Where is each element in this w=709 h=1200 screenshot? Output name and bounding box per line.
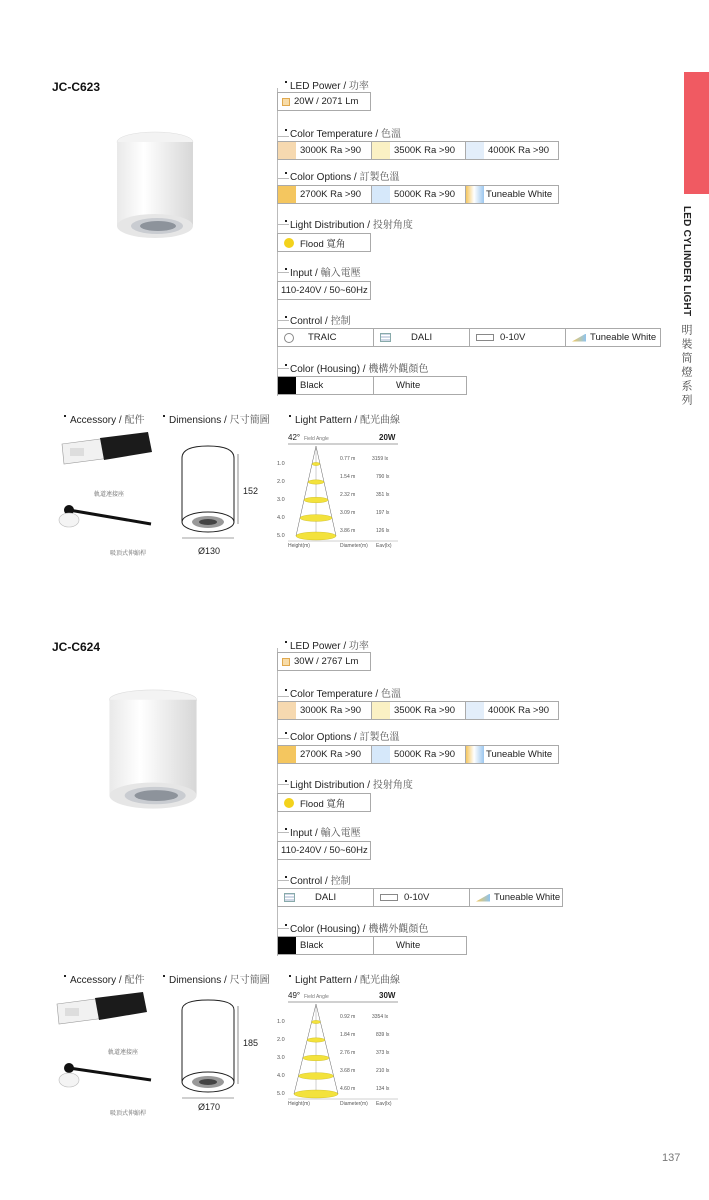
pendant-rod-image: [55, 1060, 155, 1092]
lp-lux-2: 790 lx: [376, 474, 390, 480]
lp-height-1: 1.0: [277, 461, 285, 467]
spec-tick: [277, 224, 289, 225]
color-option-5000k: 5000K Ra >90: [371, 745, 465, 764]
lp-eav-label: Eav(lx): [376, 1101, 392, 1106]
flood-beam-icon: [284, 238, 294, 248]
dimension-drawing: [176, 996, 259, 1104]
spec-heading-color-options: Color Options / 訂製色溫: [290, 728, 399, 743]
swatch-white: [374, 377, 392, 394]
lp-height-3: 3.0: [277, 497, 285, 503]
control-tuneable-white: Tuneable White: [469, 888, 563, 907]
lp-lux-3: 351 lx: [376, 492, 390, 498]
spec-heading-control: Control / 控制: [290, 312, 351, 327]
dali-panel-icon: [284, 893, 295, 902]
input-row: [277, 841, 371, 860]
spec-tick: [277, 272, 289, 273]
color-option-tuneable: Tuneable White: [465, 745, 559, 764]
color-options-row: [277, 745, 559, 764]
model-name: JC-C624: [52, 640, 101, 654]
housing-black: Black: [277, 376, 373, 395]
swatch-3000k: [278, 702, 296, 719]
lp-diameter-label: Diameter(m): [340, 1101, 368, 1106]
dali-panel-icon: [380, 333, 391, 342]
spec-tick: [277, 136, 289, 137]
spec-heading-input: Input / 輸入電壓: [290, 264, 361, 279]
lp-lux-4: 210 lx: [376, 1068, 390, 1074]
distribution-value: Flood 寬角: [277, 793, 371, 812]
spec-heading-led-power: LED Power / 功率: [290, 637, 369, 652]
control-row: [277, 328, 661, 347]
lp-height-1: 1.0: [277, 1019, 285, 1025]
lp-diameter-3: 2.32 m: [340, 492, 356, 498]
lp-lux-5: 126 lx: [376, 528, 390, 534]
page-number: 137: [662, 1152, 681, 1164]
color-temp-3000k: 3000K Ra >90: [277, 701, 371, 720]
swatch-black: [278, 937, 296, 954]
flood-beam-icon: [284, 798, 294, 808]
swatch-4000k: [466, 702, 484, 719]
led-power-row: [277, 92, 371, 111]
lp-diameter-4: 3.09 m: [340, 510, 356, 516]
control-dali: DALI: [277, 888, 373, 907]
input-value: 110-240V / 50~60Hz: [277, 281, 371, 300]
power-icon: [282, 98, 290, 106]
lp-field-angle-label: Field Angle: [304, 436, 329, 442]
sidebar-title-zh: 明裝筒燈系列: [680, 324, 692, 409]
color-temp-4000k: 4000K Ra >90: [465, 141, 559, 160]
swatch-5000k: [372, 186, 390, 203]
color-temp-3000k: 3000K Ra >90: [277, 141, 371, 160]
dimension-height: 152: [243, 486, 259, 496]
lp-lux-3: 373 lx: [376, 1050, 390, 1056]
control-tuneable-white: Tuneable White: [565, 328, 661, 347]
color-option-5000k: 5000K Ra >90: [371, 185, 465, 204]
signal-bars-icon: [572, 334, 586, 342]
spec-heading-control: Control / 控制: [290, 872, 351, 887]
product-photo-cylinder-light: [104, 686, 202, 818]
input-row: [277, 281, 371, 300]
swatch-black: [278, 377, 296, 394]
led-power-value: 20W / 2071 Lm: [277, 92, 371, 111]
swatch-tuneable: [466, 746, 484, 763]
color-option-2700k: 2700K Ra >90: [277, 745, 371, 764]
control-traic: TRAIC: [277, 328, 373, 347]
lp-diameter-label: Diameter(m): [340, 543, 368, 548]
spec-heading-input: Input / 輸入電壓: [290, 824, 361, 839]
color-temp-3500k: 3500K Ra >90: [371, 701, 465, 720]
lp-height-2: 2.0: [277, 1037, 285, 1043]
control-0-10v: 0-10V: [373, 888, 469, 907]
color-temp-4000k: 4000K Ra >90: [465, 701, 559, 720]
control-row: [277, 888, 563, 907]
lp-diameter-1: 0.92 m: [340, 1014, 356, 1020]
spec-heading-light-distribution: Light Distribution / 投射角度: [290, 776, 413, 791]
swatch-2700k: [278, 186, 296, 203]
color-temp-3500k: 3500K Ra >90: [371, 141, 465, 160]
housing-row: [277, 376, 467, 395]
power-icon: [282, 658, 290, 666]
light-distribution-row: [277, 233, 371, 252]
dimensions-heading: Dimensions / 尺寸簡圖: [169, 411, 270, 426]
dimensions-heading: Dimensions / 尺寸簡圖: [169, 971, 270, 986]
product-section-jc-c624: [0, 640, 709, 1200]
lp-height-label: Height(m): [288, 1101, 310, 1106]
dimension-height: 185: [243, 1038, 259, 1048]
light-pattern-heading: Light Pattern / 配光曲線: [295, 971, 400, 986]
lp-height-5: 5.0: [277, 533, 285, 539]
lp-diameter-5: 3.86 m: [340, 528, 356, 534]
control-dali: DALI: [373, 328, 469, 347]
accessory-heading: Accessory / 配件: [70, 411, 144, 426]
lp-lux-1: 3354 lx: [372, 1014, 389, 1020]
spec-heading-housing: Color (Housing) / 機構外觀顏色: [290, 360, 428, 375]
lp-diameter-2: 1.54 m: [340, 474, 356, 480]
track-adapter-image: [55, 990, 150, 1030]
spec-heading-light-distribution: Light Distribution / 投射角度: [290, 216, 413, 231]
spec-heading-color-temperature: Color Temperature / 色溫: [290, 685, 401, 700]
housing-black: Black: [277, 936, 373, 955]
color-temperature-row: [277, 701, 559, 720]
lp-lux-5: 134 lx: [376, 1086, 390, 1092]
dimmer-knob-icon: [284, 333, 294, 343]
swatch-4000k: [466, 142, 484, 159]
housing-row: [277, 936, 467, 955]
input-value: 110-240V / 50~60Hz: [277, 841, 371, 860]
lp-watt: 20W: [379, 433, 396, 442]
swatch-2700k: [278, 746, 296, 763]
model-name: JC-C623: [52, 80, 101, 94]
light-distribution-row: [277, 793, 371, 812]
swatch-tuneable: [466, 186, 484, 203]
slider-switch-icon: [380, 894, 398, 901]
housing-white: White: [373, 376, 467, 395]
lp-height-5: 5.0: [277, 1091, 285, 1097]
accessory-caption-track: 軌道連接座: [94, 492, 125, 498]
lp-diameter-4: 3.68 m: [340, 1068, 356, 1074]
control-0-10v: 0-10V: [469, 328, 565, 347]
product-section-jc-c623: [0, 80, 709, 640]
color-option-2700k: 2700K Ra >90: [277, 185, 371, 204]
spec-tick: [277, 178, 289, 179]
spec-tick: [277, 832, 289, 833]
color-options-row: [277, 185, 559, 204]
dimension-diameter: Ø170: [198, 1102, 221, 1112]
swatch-5000k: [372, 746, 390, 763]
pendant-rod-image: [55, 502, 155, 532]
swatch-3000k: [278, 142, 296, 159]
spec-heading-housing: Color (Housing) / 機構外觀顏色: [290, 920, 428, 935]
lp-height-3: 3.0: [277, 1055, 285, 1061]
spec-tick: [277, 696, 289, 697]
spec-heading-color-temperature: Color Temperature / 色溫: [290, 125, 401, 140]
spec-heading-led-power: LED Power / 功率: [290, 77, 369, 92]
dimension-diameter: Ø130: [198, 546, 221, 556]
lp-angle: 42°: [288, 433, 301, 442]
swatch-white: [374, 937, 392, 954]
lp-angle: 49°: [288, 991, 301, 1000]
led-power-value: 30W / 2767 Lm: [277, 652, 371, 671]
spec-tick: [277, 880, 289, 881]
color-temperature-row: [277, 141, 559, 160]
track-adapter-image: [60, 430, 155, 470]
accessory-caption-pendant: 吸頂式伸縮桿: [110, 551, 147, 557]
accessory-caption-pendant: 吸頂式伸縮桿: [110, 1111, 147, 1117]
lp-eav-label: Eav(lx): [376, 543, 392, 548]
lp-diameter-1: 0.77 m: [340, 456, 356, 462]
housing-white: White: [373, 936, 467, 955]
lp-height-2: 2.0: [277, 479, 285, 485]
accessory-heading: Accessory / 配件: [70, 971, 144, 986]
color-option-tuneable: Tuneable White: [465, 185, 559, 204]
product-photo-cylinder-light: [110, 128, 200, 248]
lp-height-label: Height(m): [288, 543, 310, 548]
lp-diameter-5: 4.60 m: [340, 1086, 356, 1092]
swatch-3500k: [372, 142, 390, 159]
spec-tick: [277, 928, 289, 929]
spec-tick: [277, 320, 289, 321]
swatch-3500k: [372, 702, 390, 719]
light-pattern-chart: [276, 990, 400, 1106]
sidebar-title-en: LED CYLINDER LIGHT: [681, 206, 692, 317]
lp-lux-1: 3159 lx: [372, 456, 389, 462]
lp-lux-2: 839 lx: [376, 1032, 390, 1038]
spec-heading-color-options: Color Options / 訂製色溫: [290, 168, 399, 183]
lp-diameter-2: 1.84 m: [340, 1032, 356, 1038]
lp-field-angle-label: Field Angle: [304, 994, 329, 1000]
signal-bars-icon: [476, 894, 490, 902]
spec-tick: [277, 738, 289, 739]
lp-height-4: 4.0: [277, 515, 285, 521]
accessory-caption-track: 軌道連接座: [108, 1050, 139, 1056]
distribution-value: Flood 寬角: [277, 233, 371, 252]
lp-height-4: 4.0: [277, 1073, 285, 1079]
lp-diameter-3: 2.76 m: [340, 1050, 356, 1056]
spec-tick: [277, 368, 289, 369]
light-pattern-chart: [276, 432, 400, 548]
lp-watt: 30W: [379, 991, 396, 1000]
led-power-row: [277, 652, 371, 671]
light-pattern-heading: Light Pattern / 配光曲線: [295, 411, 400, 426]
lp-lux-4: 197 lx: [376, 510, 390, 516]
slider-switch-icon: [476, 334, 494, 341]
spec-tick: [277, 784, 289, 785]
